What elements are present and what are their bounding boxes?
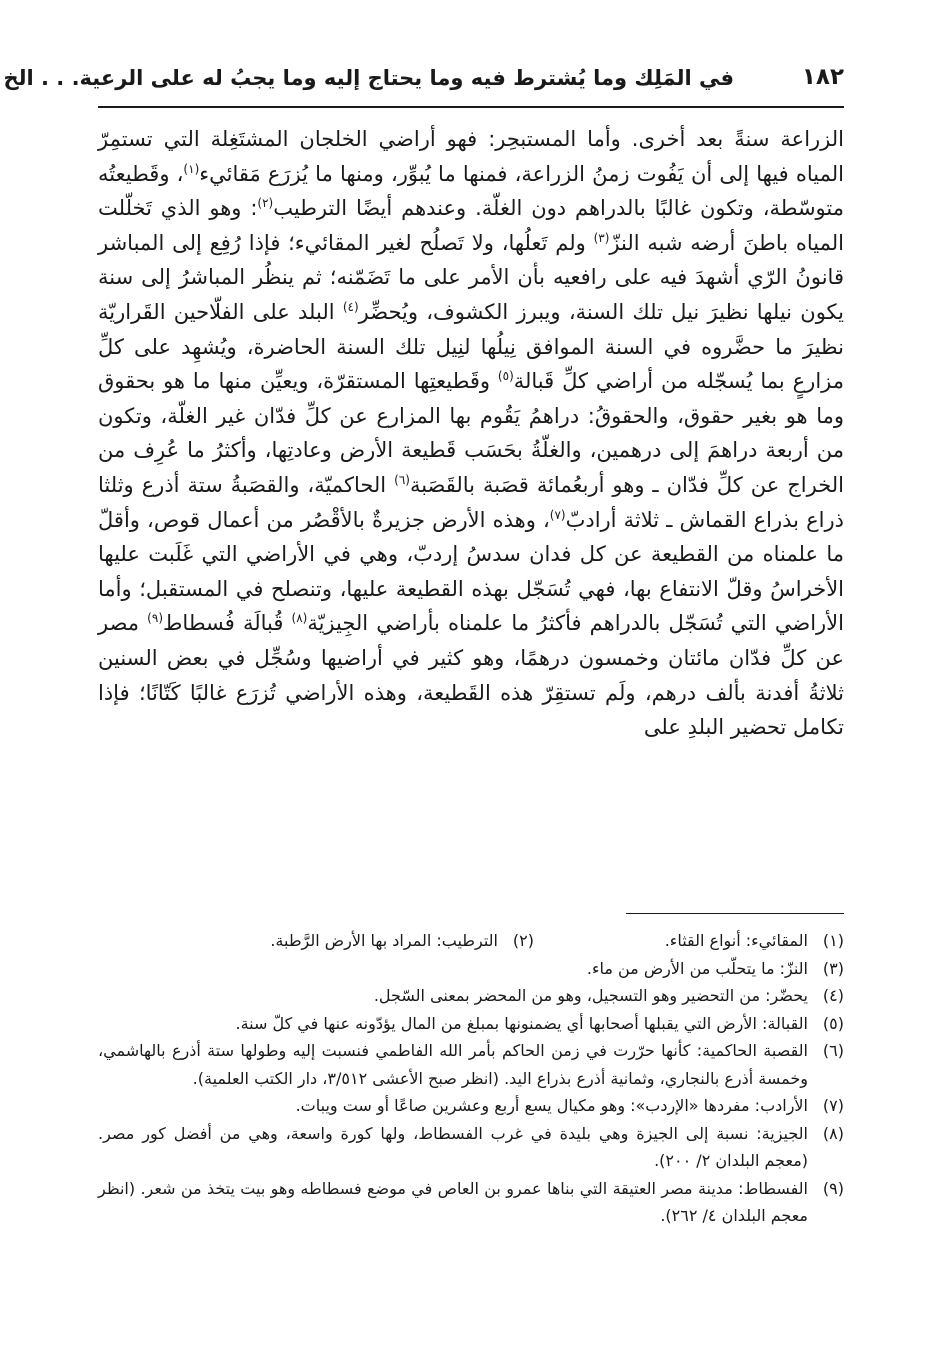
text-segment: ولم تَعلُها، ولا تَصلُح لغير المقائيء؛ فإذا رُفِع إلى المباشر قانونُ الرّي أشهدَ فيه على رافعيه بأن الأمر على ما تَضَمّنه؛ ثم ينظُر المباشرُ إلى سنة يكون نيلها نظيرَ نيل تلك السنة، ويبرز الكشوف، ويُحضِّر (98, 230, 844, 324)
footnote-5 (98, 1010, 844, 1038)
footnote-ref[interactable]: (٤) (342, 299, 359, 314)
footnote-number: (٦) (822, 1041, 844, 1060)
footnote-text: الفسطاط: مدينة مصر العتيقة التي بناها عمرو بن العاص في موضع فسطاطه وهو بيت يتخذ من شعر. (انظر معجم البلدان ٤/ ٢٦٢). (98, 1178, 808, 1225)
footnote-number: (٩) (822, 1178, 844, 1198)
text-segment: ، وهذه الأرض جزيرةٌ بالأقْصُر من أعمال قوص، وأقلّ ما علمناه من القطيعة عن كل فدان سدسُ إردبّ، وهي في الأراضي التي غَلَبت عليها الأخراسُ وقلّ الانتفاع بها، فهي تُسَجّل بهذه القطيعة عليها، وتنصلح في المستقبل؛ وأما الأراضي التي تُسَجّل بالدراهم فأكثرُ ما علمناه بأراضي الجِيزيّة (98, 507, 844, 636)
text-segment: قُبالَة فُسطاط (163, 611, 292, 636)
page-header (3, 62, 844, 102)
footnote-ref[interactable]: (٣) (593, 230, 610, 245)
text-segment: وقَطيعتِها المستقرّة، ويعيِّن منها ما هو بحقوق وما هو بغير حقوق، والحقوقُ: دراهمُ يَقُوم بها المزارع عن كلِّ فدّان غير الغلّة، وتكون من أربعة دراهمَ إلى درهمين، والغلّةُ بحَسَب قَطيعة الأرض وعادتِها، وأكثرُ ما عُرِف من الخراج عن كلِّ فدّان ـ وهو أربعُمائة قصَبة بالقَصَبة (98, 369, 844, 497)
text-segment: : وهو الذي تَخلّلت المياه باطنَ أرضه شبه النزّ (98, 196, 844, 255)
text-segment: ، وقَطيعتُه متوسّطة، وتكون غالبًا بالدراهم دون الغلّة. وعندهم أيضًا الترطيب (98, 161, 844, 221)
footnote-text: الجيزية: نسبة إلى الجيزة وهي بليدة في غرب الفسطاط، ولها كورة واسعة، وهي من أفضل كور مصر. (معجم البلدان ٢/ ٢٠٠). (98, 1123, 808, 1170)
footnote-number: (٨) (822, 1123, 844, 1143)
footnote-2 (98, 927, 534, 955)
footnote-number: (٣) (822, 958, 844, 978)
running-title: في المَلِك وما يُشترط فيه وما يحتاج إليه وما يجبُ له على الرعية. . . الخ (3, 66, 734, 90)
footnote-text: الأرادب: مفردها «الإردب»: وهو مكيال يسع أربع وعشرين صاعًا أو ست ويبات. (295, 1096, 808, 1115)
footnote-pair (98, 927, 844, 955)
footnote-7 (98, 1092, 844, 1120)
footnote-ref[interactable]: (٢) (257, 196, 274, 211)
footnote-9 (98, 1175, 844, 1230)
text-segment: مصر عن كلِّ فدّان مائتان وخمسون درهمًا، وهو كثير في أراضيها وسُجِّل في بعض السنين ثلاثةُ أفدنة بألف درهم، ولَم تستقِرّ هذه القَطيعة، وهذه الأراضي تُزرَع غالبًا كَتّانًا؛ فإذا تكامل تحضير البلدِ على (98, 611, 844, 740)
footnote-text: القبالة: الأرض التي يقبلها أصحابها أي يضمنونها بمبلغ من المال يؤدّونه عنها في كلّ سنة. (235, 1013, 808, 1033)
main-text (98, 122, 844, 745)
footnote-ref[interactable]: (٩) (147, 611, 163, 626)
footnote-text: الترطيب: المراد بها الأرض الرَّطبة. (270, 931, 498, 950)
footnote-ref[interactable]: (٦) (394, 472, 410, 487)
footnote-8 (98, 1120, 844, 1175)
footnote-text: المقائيء: أنواع القثاء. (664, 931, 808, 950)
footnote-rule (626, 913, 844, 914)
footnote-ref[interactable]: (٨) (291, 611, 308, 626)
text-segment: البلد على الفلّاحين القَراريّة نظيرَ ما حضَّروه في السنة الموافق نِيلُها لنِيل تلك السنة الحاضرة، ويُشهِد على كلِّ مزارعٍ بما يُسجّله من أراضي كلِّ قَبالة (98, 299, 844, 394)
footnote-number: (٢) (512, 931, 534, 950)
footnote-3 (98, 955, 844, 983)
footnote-6 (98, 1037, 844, 1092)
footnote-ref[interactable]: (٥) (497, 369, 514, 384)
footnote-number: (٥) (822, 1013, 844, 1033)
footnote-text: القصبة الحاكمية: كأنها حرّرت في زمن الحاكم بأمر الله الفاطمي فنسبت إليه وطولها ستة أذرع بالهاشمي، وخمسة أذرع بالنجاري، وثمانية أذرع بذراع اليد. (انظر صبح الأعشى ٣/٥١٢، دار الكتب العلمية). (98, 1041, 808, 1088)
footnote-4 (98, 982, 844, 1010)
footnote-number: (٧) (822, 1096, 844, 1115)
header-rule (98, 106, 844, 108)
footnote-number: (١) (822, 931, 844, 950)
page-number: ١٨٢ (801, 64, 844, 90)
text-segment: الزراعة سنةً بعد أخرى. وأما المستبحِر: فهو أراضي الخلجان المشتَغِلة التي تستمِرّ المياه فيها إلى أن يَفُوت زمنُ الزراعة، فمنها ما يُبوِّر، ومنها ما يُزرَع مَقائيء (98, 127, 844, 186)
footnote-text: يحضّر: من التحضير وهو التسجيل، وهو من المحضر بمعنى السّجل. (373, 986, 808, 1005)
footnote-ref[interactable]: (٧) (549, 507, 566, 522)
footnote-number: (٤) (822, 986, 844, 1005)
main-paragraph (98, 122, 844, 745)
footnote-ref[interactable]: (١) (183, 161, 200, 176)
footnote-text: النزّ: ما يتحلّب من الأرض من ماء. (586, 958, 808, 978)
footnote-1 (534, 927, 844, 955)
footnotes (98, 927, 844, 1230)
text-segment: الحاكميّة، والقصَبةُ ستة أذرع وثلثا ذراع بذراع القماش ـ ثلاثة أرادبّ (98, 472, 844, 532)
